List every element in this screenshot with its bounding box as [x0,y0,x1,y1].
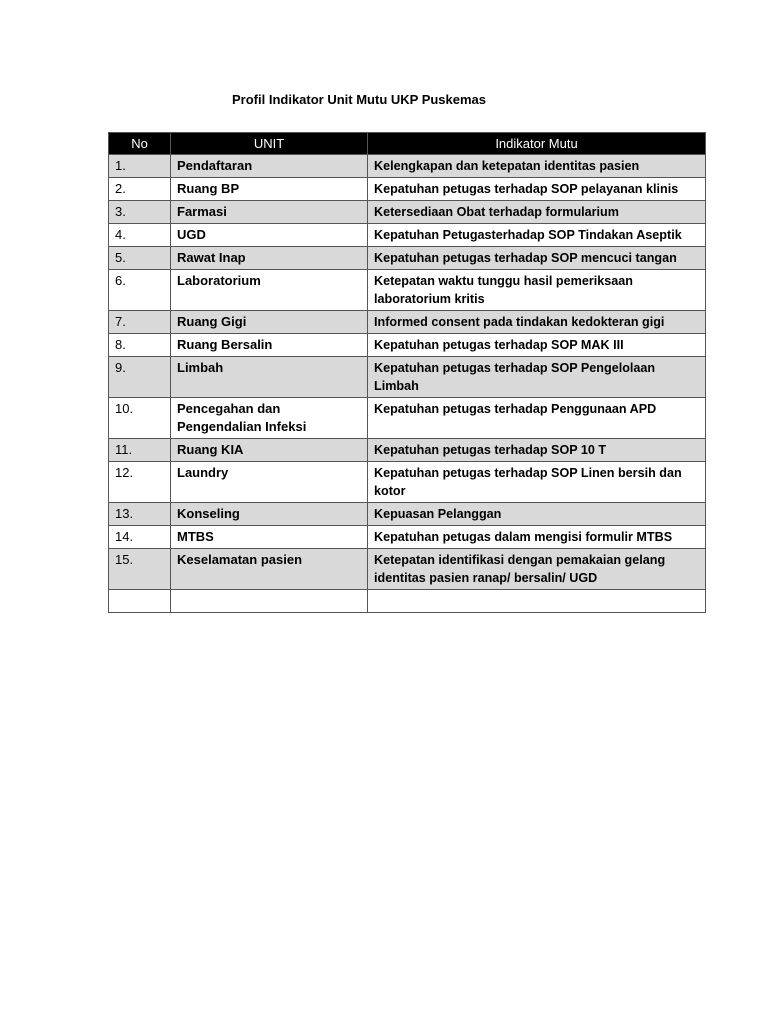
cell-indikator: Kelengkapan dan ketepatan identitas pasien [368,155,706,178]
cell-no: 10. [109,398,171,439]
table-row [109,590,706,613]
cell-unit: Konseling [171,503,368,526]
cell-indikator: Kepatuhan petugas terhadap SOP Pengelolaan Limbah [368,357,706,398]
cell-indikator: Kepatuhan petugas terhadap SOP mencuci tangan [368,247,706,270]
cell-no: 1. [109,155,171,178]
table-body [109,155,706,613]
cell-unit: Keselamatan pasien [171,549,368,590]
cell-unit: MTBS [171,526,368,549]
cell-indikator: Kepatuhan petugas terhadap SOP 10 T [368,439,706,462]
cell-unit: Limbah [171,357,368,398]
cell-unit: Farmasi [171,201,368,224]
cell-unit: Pencegahan dan Pengendalian Infeksi [171,398,368,439]
table-row [109,155,706,178]
cell-indikator: Kepatuhan petugas terhadap SOP Linen bersih dan kotor [368,462,706,503]
cell-unit: Ruang Bersalin [171,334,368,357]
cell-indikator: Kepatuhan petugas terhadap SOP pelayanan klinis [368,178,706,201]
cell-unit: UGD [171,224,368,247]
cell-indikator: Ketepatan identifikasi dengan pemakaian gelang identitas pasien ranap/ bersalin/ UGD [368,549,706,590]
table-row [109,247,706,270]
cell-unit: Ruang KIA [171,439,368,462]
table-header-row [109,133,706,155]
table-row [109,439,706,462]
cell-unit: Rawat Inap [171,247,368,270]
cell-indikator: Kepatuhan petugas terhadap SOP MAK III [368,334,706,357]
table-row [109,178,706,201]
cell-unit: Laboratorium [171,270,368,311]
table-row [109,334,706,357]
column-header-indikator: Indikator Mutu [368,133,706,155]
column-header-no: No [109,133,171,155]
table-row [109,311,706,334]
cell-indikator [368,590,706,613]
cell-no: 11. [109,439,171,462]
cell-indikator: Kepuasan Pelanggan [368,503,706,526]
table-row [109,549,706,590]
cell-indikator: Kepatuhan petugas terhadap Penggunaan APD [368,398,706,439]
table-row [109,398,706,439]
cell-indikator: Kepatuhan Petugasterhadap SOP Tindakan Aseptik [368,224,706,247]
cell-unit: Pendaftaran [171,155,368,178]
column-header-unit: UNIT [171,133,368,155]
cell-no: 12. [109,462,171,503]
cell-unit: Ruang BP [171,178,368,201]
cell-no: 14. [109,526,171,549]
cell-indikator: Ketepatan waktu tunggu hasil pemeriksaan laboratorium kritis [368,270,706,311]
cell-no: 13. [109,503,171,526]
table-row [109,357,706,398]
indikator-table [108,132,706,613]
table-row [109,270,706,311]
cell-no: 15. [109,549,171,590]
cell-no: 7. [109,311,171,334]
cell-no: 9. [109,357,171,398]
cell-unit [171,590,368,613]
cell-indikator: Informed consent pada tindakan kedokteran gigi [368,311,706,334]
cell-indikator: Kepatuhan petugas dalam mengisi formulir MTBS [368,526,706,549]
cell-unit: Ruang Gigi [171,311,368,334]
table-row [109,526,706,549]
cell-no: 4. [109,224,171,247]
table-row [109,224,706,247]
table-row [109,503,706,526]
cell-no: 5. [109,247,171,270]
cell-indikator: Ketersediaan Obat terhadap formularium [368,201,706,224]
cell-no: 3. [109,201,171,224]
table-row [109,201,706,224]
table-row [109,462,706,503]
cell-no [109,590,171,613]
cell-no: 8. [109,334,171,357]
cell-no: 6. [109,270,171,311]
document-title: Profil Indikator Unit Mutu UKP Puskemas [232,92,487,107]
cell-no: 2. [109,178,171,201]
cell-unit: Laundry [171,462,368,503]
